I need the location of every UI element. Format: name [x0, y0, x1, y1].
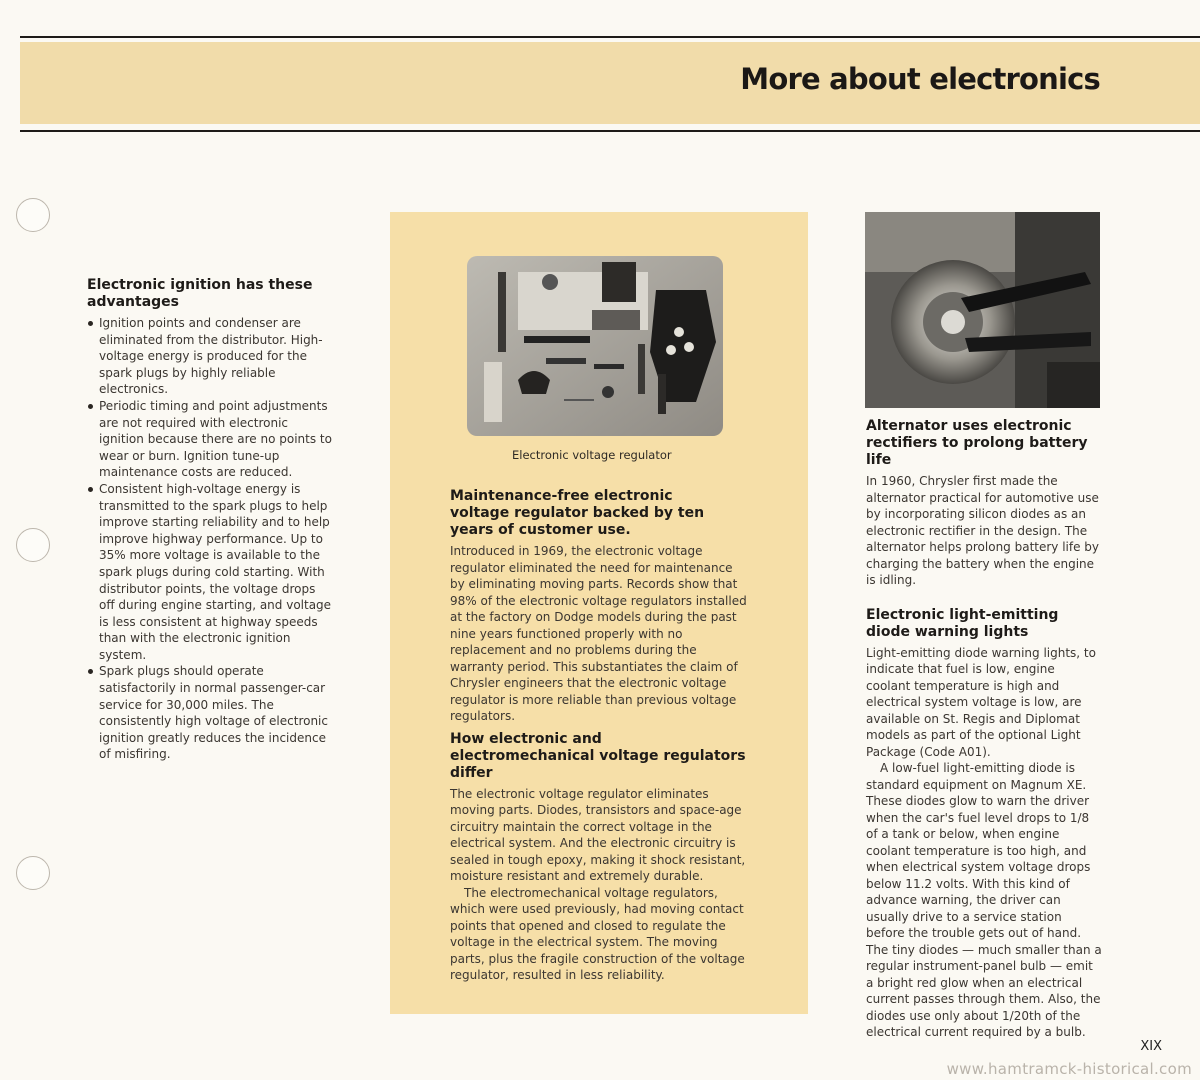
header-bottom-rule [20, 130, 1200, 132]
list-item: Periodic timing and point adjustments are not required with electronic ignition because there are no points to wear or burn. Ignition tune-up maintenance costs are reduced. [87, 398, 332, 481]
page-number: XIX [1140, 1039, 1162, 1054]
alternator-photo [865, 212, 1100, 408]
led-body-2: A low-fuel light-emitting diode is standard equipment on Magnum XE. These diodes glow to warn the driver when the car's fuel level drops to 1/8 of a tank or below, when engine coolant temperature is too high, and when electrical system voltage drops below 11.2 volts. With this kind of advance warning, the driver can usually drive to a service station before the trouble gets out of hand. The tiny diodes — much smaller than a regular instrument-panel bulb — emit a bright red glow when an electrical current passes through them. Also, the diodes use only about 1/20th of the electrical current required by a bulb. [866, 761, 1102, 1039]
list-item: Spark plugs should operate satisfactorily in normal passenger-car service for 30,000 miles. The consistently high voltage of electronic ignition greatly reduces the incidence of misfiring. [87, 663, 332, 763]
regulator-heading: Maintenance-free electronic voltage regulator backed by ten years of customer use. [450, 488, 705, 538]
page-title: More about electronics [740, 62, 1100, 96]
list-item: Consistent high-voltage energy is transmitted to the spark plugs to help improve starting reliability and to help improve highway performance. Up to 35% more voltage is available to the spark plugs during cold starting. With distributor points, the voltage drops off during engine starting, and voltage is less consistent at highway speeds than with the electronic ignition system. [87, 481, 332, 664]
circuit-board-image [464, 252, 726, 440]
watermark-url: www.hamtramck-historical.com [946, 1060, 1192, 1078]
right-column [866, 418, 1102, 1041]
differences-body-1: The electronic voltage regulator eliminates moving parts. Diodes, transistors and space-age circuitry maintain the correct voltage in the electrical system. And the electronic circuitry is sealed in tough epoxy, making it shock resistant, moisture resistant and extremely durable. [450, 786, 746, 883]
header-band [20, 42, 1200, 124]
left-column [87, 277, 332, 763]
binder-hole-bottom [16, 856, 50, 890]
center-panel [390, 212, 808, 1014]
differences-heading: How electronic and electromechanical voltage regulators differ [450, 730, 746, 781]
top-rule [20, 36, 1200, 38]
center-text [450, 488, 750, 984]
ignition-advantages-list [87, 315, 332, 763]
alternator-body: In 1960, Chrysler first made the alternator practical for automotive use by incorporating silicon diodes as an electronic rectifier in the design. The alternator helps prolong battery life by charging the battery when the engine is idling. [866, 474, 1100, 587]
binder-hole-middle [16, 528, 50, 562]
regulator-body: Introduced in 1969, the electronic voltage regulator eliminated the need for maintenance by eliminating moving parts. Records show that 98% of the electronic voltage regulators installed at the factory on Dodge models during the past nine years functioned properly with no replacement and no problems during the warranty period. This substantiates the claim of Chrysler engineers that the electronic voltage regulator is more reliable than previous voltage regulators. [450, 544, 747, 723]
alternator-image [865, 212, 1100, 408]
voltage-regulator-photo [464, 252, 726, 440]
led-heading: Electronic light-emitting diode warning lights [866, 606, 1059, 640]
binder-hole-top [16, 198, 50, 232]
led-body-1: Light-emitting diode warning lights, to indicate that fuel is low, engine coolant temperature is high and electrical system voltage is low, are available on St. Regis and Diplomat models as part of the optional Light Package (Code A01). [866, 645, 1096, 759]
list-item: Ignition points and condenser are eliminated from the distributor. High-voltage energy is produced for the spark plugs by highly reliable electronics. [87, 315, 332, 398]
differences-body-2: The electromechanical voltage regulators, which were used previously, had moving contact points that opened and closed to regulate the voltage in the electrical system. The moving parts, plus the fragile construction of the voltage regulator, resulted in less reliability. [450, 885, 745, 982]
photo-caption: Electronic voltage regulator [512, 448, 672, 462]
ignition-heading: Electronic ignition has these advantages [87, 277, 313, 310]
alternator-heading: Alternator uses electronic rectifiers to prolong battery life [866, 418, 1088, 468]
